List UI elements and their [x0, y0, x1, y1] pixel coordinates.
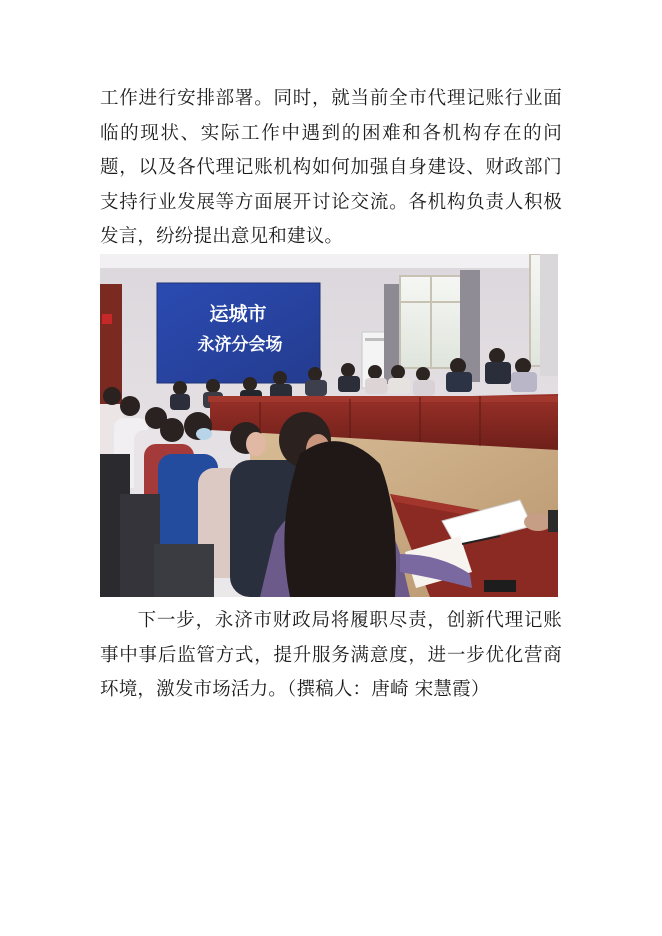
article-paragraph-2-text: 下一步，永济市财政局将履职尽责，创新代理记账事中事后监管方式，提升服务满意度，进一步优化营商环境，激发市场活力。（撰稿人：唐崎 宋慧霞）: [100, 610, 562, 700]
banner-title: 运城市: [209, 303, 267, 325]
door-sign: [102, 314, 112, 324]
article-paragraph-2: [100, 604, 562, 708]
ceiling: [100, 254, 558, 268]
banner-subtitle: 永济分会场: [197, 335, 283, 355]
meeting-photo: [100, 254, 558, 597]
door: [100, 284, 122, 404]
meeting-banner: [157, 283, 320, 383]
article-paragraph-1: 工作进行安排部署。同时，就当前全市代理记账行业面临的现状、实际工作中遇到的困难和各机构存在的问题，以及各代理记账机构如何加强自身建设、财政部门支持行业发展等方面展开讨论交流。各机构负责人积极发言，纷纷提出意见和建议。: [100, 88, 562, 247]
meeting-photo-illustration: [100, 254, 558, 597]
